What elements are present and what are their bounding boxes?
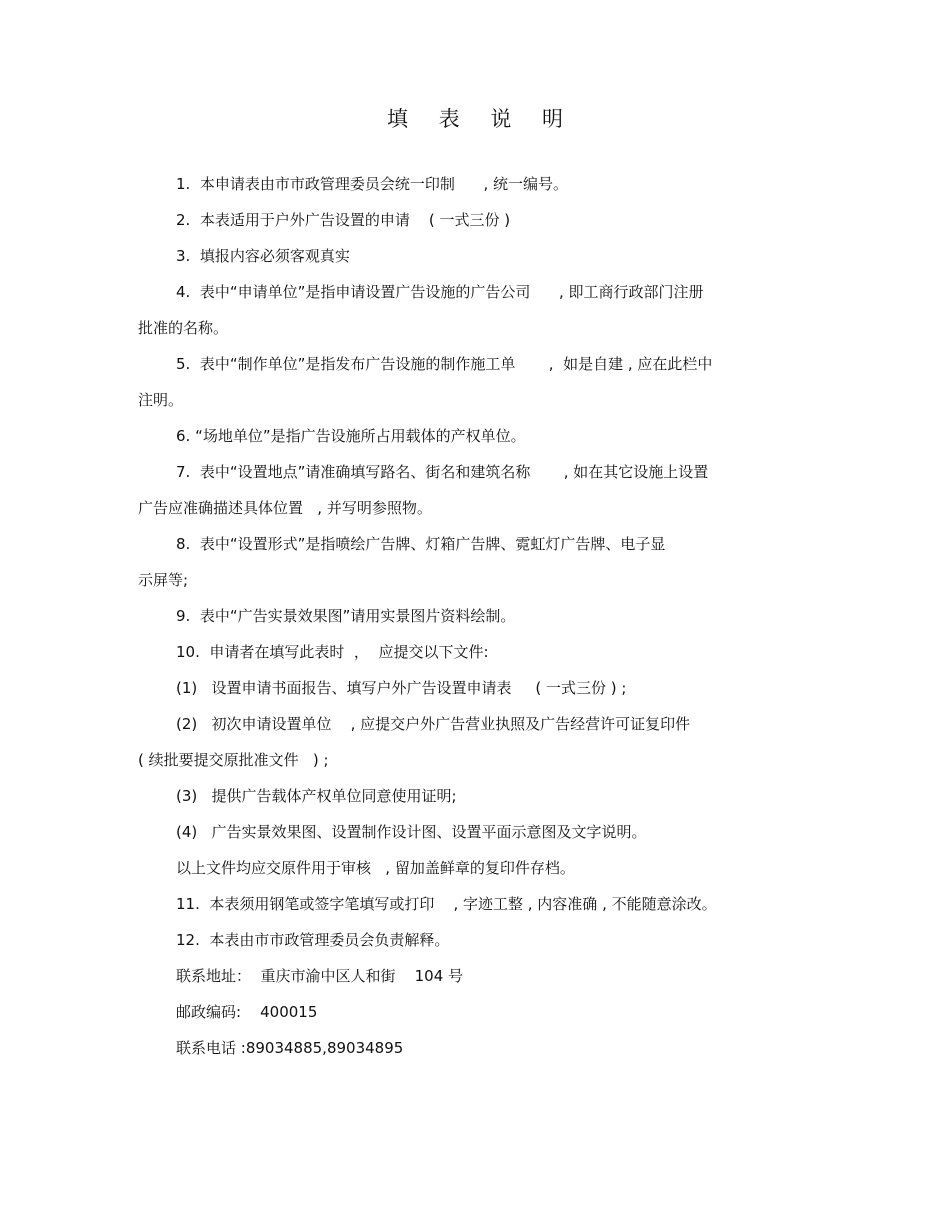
instruction-item-10: 10. 申请者在填写此表时 ， 应提交以下文件: <box>176 643 489 661</box>
page-title: 填 表 说 明 <box>386 107 576 131</box>
instruction-item-6: 6. “场地单位”是指广告设施所占用载体的产权单位。 <box>176 427 526 445</box>
contact-phone: 联系电话 :89034885,89034895 <box>176 1039 404 1057</box>
instruction-item-12: 12. 本表由市市政管理委员会负责解释。 <box>176 931 450 949</box>
instruction-item-8-line-2: 示屏等; <box>138 571 189 589</box>
instruction-item-2: 2. 本表适用于户外广告设置的申请 ( 一式三份 ) <box>176 211 511 229</box>
instruction-item-7-line-2: 广告应准确描述具体位置 , 并写明参照物。 <box>138 499 432 517</box>
instruction-subitem-1: (1) 设置申请书面报告、填写户外广告设置申请表 ( 一式三份 ) ; <box>176 679 627 697</box>
instruction-item-8-line-1: 8. 表中“设置形式”是指喷绘广告牌、灯箱广告牌、霓虹灯广告牌、电子显 <box>176 535 666 553</box>
instructions-body <box>138 166 818 1066</box>
postal-code: 邮政编码: 400015 <box>176 1003 318 1021</box>
instruction-subitem-3: (3) 提供广告载体产权单位同意使用证明; <box>176 787 457 805</box>
instruction-subitem-2-line-2: ( 续批要提交原批准文件 ) ; <box>138 751 329 769</box>
instruction-item-5-line-1: 5. 表中“制作单位”是指发布广告设施的制作施工单 , 如是自建 , 应在此栏中 <box>176 355 713 373</box>
instruction-item-11: 11. 本表须用钢笔或签字笔填写或打印 , 字迹工整 , 内容准确 , 不能随意涂改。 <box>176 895 717 913</box>
instruction-subitem-4: (4) 广告实景效果图、设置制作设计图、设置平面示意图及文字说明。 <box>176 823 647 841</box>
instruction-item-1: 1. 本申请表由市市政管理委员会统一印制 , 统一编号。 <box>176 175 568 193</box>
instruction-item-4-line-2: 批准的名称。 <box>138 319 229 337</box>
contact-address: 联系地址： 重庆市渝中区人和街 104 号 <box>176 967 464 985</box>
instruction-item-7-line-1: 7. 表中“设置地点”请准确填写路名、街名和建筑名称 , 如在其它设施上设置 <box>176 463 709 481</box>
instruction-item-3: 3. 填报内容必须客观真实 <box>176 247 350 265</box>
instruction-item-5-line-2: 注明。 <box>138 391 184 409</box>
instruction-subitem-2-line-1: (2) 初次申请设置单位 , 应提交户外广告营业执照及广告经营许可证复印件 <box>176 715 691 733</box>
instruction-item-9: 9. 表中“广告实景效果图”请用实景图片资料绘制。 <box>176 607 516 625</box>
instruction-item-4-line-1: 4. 表中“申请单位”是指申请设置广告设施的广告公司 , 即工商行政部门注册 <box>176 283 704 301</box>
instruction-note: 以上文件均应交原件用于审核 , 留加盖鲜章的复印件存档。 <box>176 859 575 877</box>
